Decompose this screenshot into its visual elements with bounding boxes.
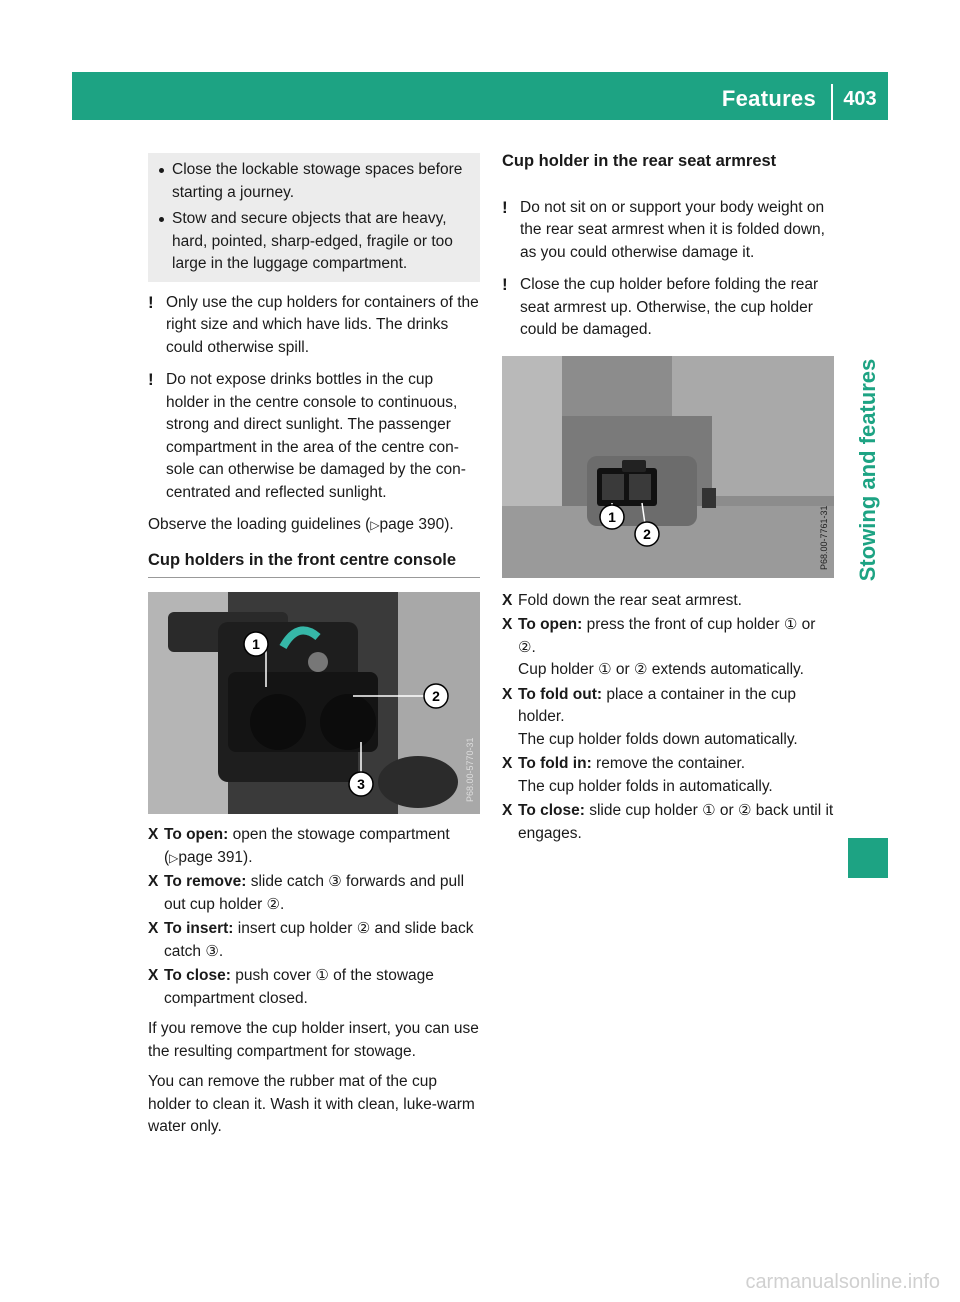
step-close (502, 800, 834, 845)
step-text: The cup holder folds in automatically. (518, 777, 773, 795)
ref-marker: ② (266, 895, 280, 913)
step-text: and slide back catch (164, 920, 474, 960)
warning-icon: ! (148, 292, 154, 312)
warning-icon: ! (148, 370, 154, 389)
step-label: To close: (518, 802, 585, 819)
callout-2: 2 (432, 688, 440, 704)
step-label: To insert: (164, 920, 234, 937)
step-text: slide catch (246, 873, 329, 890)
step-open (502, 614, 834, 682)
step-label: To fold in: (518, 755, 592, 772)
step-fold-out (502, 684, 834, 752)
step-icon: X (148, 967, 159, 984)
step-label: To close: (164, 967, 231, 984)
chapter-marker (848, 838, 888, 878)
figure-code: P68.00-7761-31 (819, 504, 829, 570)
step-text: . (531, 638, 536, 656)
warning-text: Close the cup holder before folding the rear seat armrest up. Otherwise, the cup holder could be damaged. (520, 276, 819, 338)
step-icon: X (502, 755, 513, 772)
step-close (148, 965, 480, 1010)
ref-marker: ③ (328, 873, 342, 890)
ref-marker: ① (702, 802, 716, 819)
warning-icon: ! (502, 197, 508, 217)
step-text: insert cup holder (233, 920, 357, 937)
left-column (148, 153, 480, 1147)
step-text: or (715, 802, 738, 819)
step-text: or (611, 661, 634, 678)
safety-note-box (148, 153, 480, 282)
step-text: . (280, 895, 285, 913)
section-title: Features (721, 86, 816, 111)
front-console-illustration (148, 592, 480, 814)
page-ref-icon: ▷ (370, 518, 380, 532)
step-text: press the front of cup holder (582, 616, 784, 633)
loading-guidelines (148, 514, 480, 537)
step-fold-in (502, 753, 834, 798)
side-tab (848, 330, 888, 610)
paragraph: If you remove the cup holder insert, you can use the resulting compartment for stowage. (148, 1020, 479, 1060)
callout-3: 3 (357, 776, 365, 792)
header-bar (72, 72, 888, 120)
ref-marker: ① (783, 616, 798, 633)
step-text: extends automatically. (647, 661, 804, 678)
step-insert (148, 918, 480, 963)
step-text: of the stowage compartment closed. (164, 967, 434, 1007)
warning-note (148, 369, 480, 504)
ref-marker: ① (598, 661, 612, 678)
warning-note (148, 292, 480, 360)
step-text: or (797, 616, 816, 633)
step-text: . (218, 942, 224, 960)
step-label: To remove: (164, 873, 247, 890)
step-icon: X (502, 685, 513, 703)
step-icon: X (148, 826, 159, 843)
callout-2: 2 (643, 525, 651, 542)
callout-1: 1 (252, 636, 260, 652)
ref-marker: ② (634, 661, 648, 678)
step-text: push cover (230, 967, 316, 984)
ref-marker: ① (315, 967, 329, 984)
step-icon: X (148, 873, 159, 890)
step-icon: X (148, 920, 159, 937)
step-fold-down (502, 590, 834, 613)
warning-text: Only use the cup holders for containers of the right size and which have lids. The drinks could otherwise spill. (166, 293, 479, 356)
warning-note (502, 274, 834, 342)
footer-watermark: carmanualsonline.info (745, 1271, 940, 1293)
ref-marker: ② (518, 638, 532, 656)
step-text: remove the container. (591, 755, 746, 772)
rear-armrest-illustration (502, 356, 834, 578)
figure-code: P68.00-5770-31 (465, 737, 475, 802)
bullet-item: Close the lockable stowage spaces before starting a journey. (154, 159, 472, 204)
text: Observe the loading guidelines ( (148, 516, 371, 533)
step-text: open the stowage compartment ( (164, 826, 450, 866)
bullet-item: Stow and secure objects that are heavy, hard, pointed, sharp-edged, fragile or too large in the luggage compartment. (154, 208, 472, 276)
page-ref-icon: ▷ (169, 850, 179, 865)
step-text: Fold down the rear seat armrest. (518, 591, 742, 609)
chapter-label: Stowing and features (855, 358, 880, 582)
page-link[interactable]: page 391). (178, 848, 253, 866)
ref-marker: ② (737, 802, 752, 819)
right-column (502, 150, 834, 847)
step-label: To fold out: (518, 685, 603, 703)
step-text: slide cup holder (584, 802, 703, 819)
step-text: The cup holder folds down automatically. (518, 730, 798, 748)
step-icon: X (502, 802, 513, 819)
page-link[interactable]: page 390). (379, 516, 454, 533)
warning-text: Do not sit on or support your body weight on the rear seat armrest when it is folded down, as you could otherwise damage it. (520, 198, 825, 261)
ref-marker: ② (356, 920, 371, 937)
step-label: To open: (518, 616, 583, 633)
paragraph: You can remove the rubber mat of the cup holder to clean it. Wash it with clean, luke-warm water only. (148, 1073, 475, 1135)
step-text: forwards and pull out cup holder (164, 873, 465, 913)
step-icon: X (502, 591, 513, 609)
step-text: place a container in the cup holder. (518, 685, 796, 725)
section-heading: Cup holder in the rear seat armrest (502, 152, 777, 170)
step-text: back until it engages. (518, 802, 834, 842)
ref-marker: ③ (205, 942, 219, 960)
page-number: 403 (843, 88, 877, 110)
front-console-figure (148, 592, 480, 814)
warning-icon: ! (502, 275, 508, 294)
step-icon: X (502, 616, 513, 633)
step-open (148, 824, 480, 869)
warning-note (502, 197, 834, 265)
step-remove (148, 871, 480, 916)
warning-text: Do not expose drinks bottles in the cup holder in the centre console to continuous, strong and direct sunlight. The passenger compartment in the area of the centre con-sole can otherwise be damaged by the con-centrated and reflected sunlight. (166, 371, 466, 501)
rear-armrest-figure (502, 356, 834, 578)
section-heading: Cup holders in the front centre console (148, 549, 480, 579)
callout-1: 1 (608, 508, 616, 525)
step-text: Cup holder (518, 661, 599, 678)
step-label: To open: (164, 826, 229, 843)
